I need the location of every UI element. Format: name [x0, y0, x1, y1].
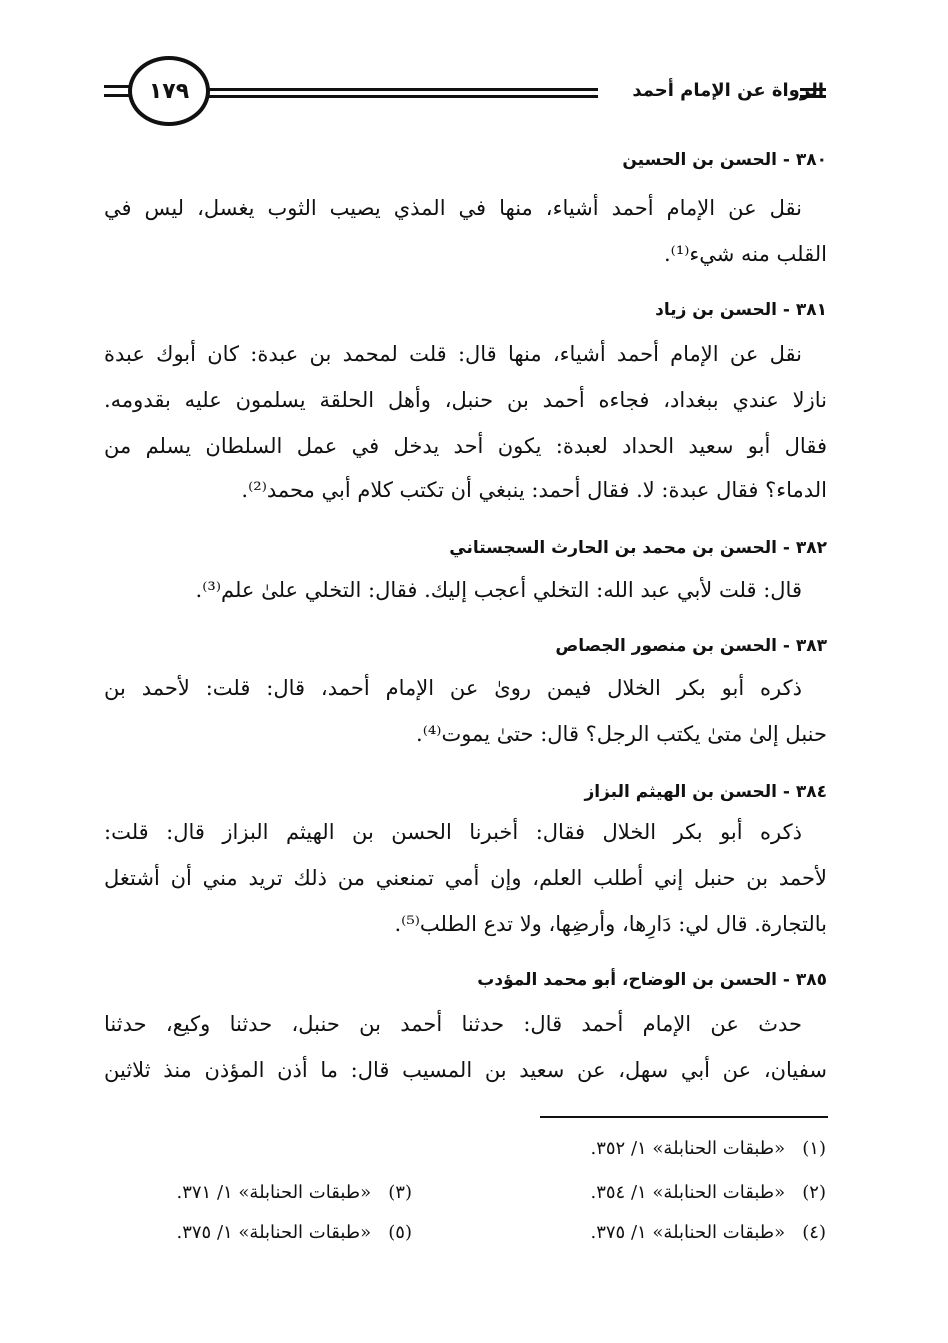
- text-line: ذكره أبو بكر الخلال فقال: أخبرنا الحسن بن الهيثم البزاز قال: قلت:: [104, 820, 802, 844]
- footnote: [176, 1182, 412, 1203]
- page-number: ١٧٩: [148, 78, 190, 104]
- footnote-mark: (١): [802, 1138, 826, 1159]
- entry-title: ٣٨٠ - الحسن بن الحسين: [622, 150, 827, 170]
- text-line: بالتجارة. قال لي: دَارِها، وأرضِها، ولا تدع الطلب⁽⁵⁾.: [394, 912, 827, 936]
- footnote-text: «طبقات الحنابلة» ١/ ٣٧٥.: [176, 1222, 372, 1243]
- footnote-text: «طبقات الحنابلة» ١/ ٣٥٤.: [590, 1182, 786, 1203]
- footnote-text: «طبقات الحنابلة» ١/ ٣٧١.: [176, 1182, 372, 1203]
- text-line: الدماء؟ فقال عبدة: لا. فقال أحمد: ينبغي أن تكتب كلام أبي محمد⁽²⁾.: [241, 478, 827, 502]
- text-line: القلب منه شيء⁽¹⁾.: [663, 242, 827, 266]
- footnote: [590, 1222, 826, 1243]
- entry-title: ٣٨٥ - الحسن بن الوضاح، أبو محمد المؤدب: [477, 970, 827, 990]
- footnote-text: «طبقات الحنابلة» ١/ ٣٥٢.: [590, 1138, 786, 1159]
- entry-title: ٣٨٣ - الحسن بن منصور الجصاص: [555, 636, 827, 656]
- footnote-text: «طبقات الحنابلة» ١/ ٣٧٥.: [590, 1222, 786, 1243]
- header-rule-middle-2: [208, 95, 598, 98]
- footnote-separator: [540, 1116, 828, 1118]
- text-line: قال: قلت لأبي عبد الله: التخلي أعجب إليك. فقال: التخلي علىٰ علم⁽³⁾.: [195, 578, 802, 602]
- header-rule-left-2: [104, 94, 130, 97]
- entry-title: ٣٨١ - الحسن بن زياد: [655, 300, 827, 320]
- text-line: حدث عن الإمام أحمد قال: حدثنا أحمد بن حنبل، حدثنا وكيع، حدثنا: [104, 1012, 802, 1036]
- page-number-badge: [128, 56, 210, 126]
- footnote: [590, 1182, 826, 1203]
- text-line: سفيان، عن أبي سهل، عن سعيد بن المسيب قال: ما أذن المؤذن منذ ثلاثين: [104, 1058, 827, 1082]
- running-title: الرواة عن الإمام أحمد: [632, 80, 824, 101]
- entry-title: ٣٨٢ - الحسن بن محمد بن الحارث السجستاني: [449, 538, 827, 558]
- footnote-mark: (٤): [802, 1222, 826, 1243]
- footnote: [590, 1138, 826, 1159]
- header-rule-middle: [208, 88, 598, 91]
- text-line: نقل عن الإمام أحمد أشياء، منها في المذي يصيب الثوب يغسل، ليس في: [104, 196, 802, 220]
- text-line: نقل عن الإمام أحمد أشياء، منها قال: قلت لمحمد بن عبدة: كان أبوك عبدة: [104, 342, 802, 366]
- footnote-mark: (٥): [388, 1222, 412, 1243]
- text-line: لأحمد بن حنبل إني أطلب العلم، وإن أمي تمنعني من ذلك تريد مني أن أشتغل: [104, 866, 827, 890]
- text-line: حنبل إلىٰ متىٰ يكتب الرجل؟ قال: حتىٰ يموت⁽⁴⁾.: [416, 722, 827, 746]
- text-line: ذكره أبو بكر الخلال فيمن روىٰ عن الإمام أحمد، قال: قلت: لأحمد بن: [104, 676, 802, 700]
- footnote-mark: (٣): [388, 1182, 412, 1203]
- footnote: [176, 1222, 412, 1243]
- text-line: نازلا عندي ببغداد، فجاءه أحمد بن حنبل، وأهل الحلقة يسلمون عليه بقدومه.: [104, 388, 827, 412]
- text-line: فقال أبو سعيد الحداد لعبدة: يكون أحد يدخل في عمل السلطان يسلم من: [104, 434, 827, 458]
- header-rule-left: [104, 85, 130, 88]
- footnote-mark: (٢): [802, 1182, 826, 1203]
- entry-title: ٣٨٤ - الحسن بن الهيثم البزاز: [584, 782, 827, 802]
